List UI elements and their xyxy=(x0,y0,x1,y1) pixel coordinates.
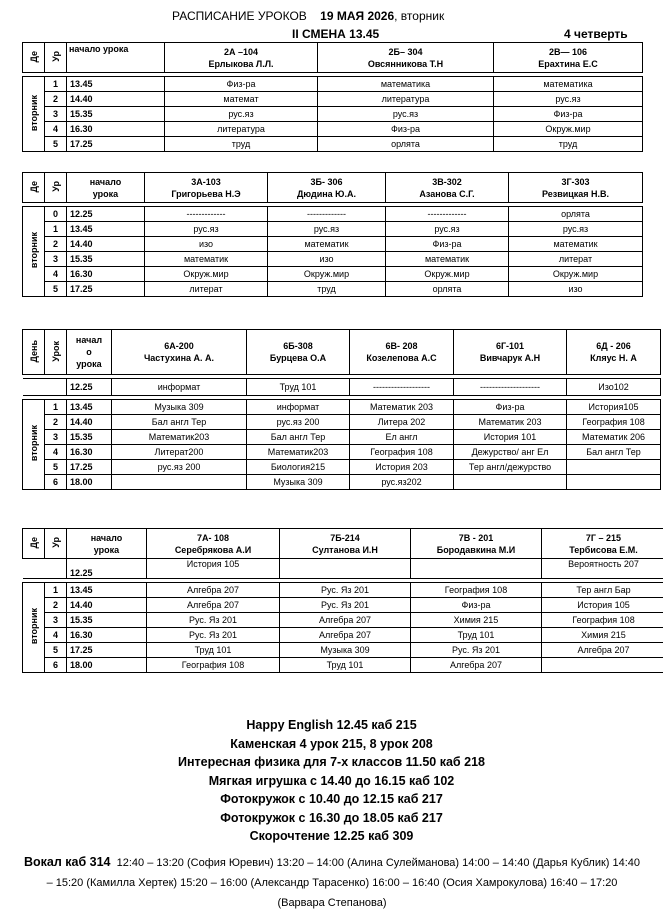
col-time-header: начало урока xyxy=(67,43,165,73)
lesson-cell: Литерат200 xyxy=(112,445,247,460)
lesson-cell: География 108 xyxy=(542,613,663,628)
note-line: Каменская 4 урок 215, 8 урок 208 xyxy=(230,736,433,751)
time-cell: 13.45 xyxy=(67,400,112,415)
time-cell: 17.25 xyxy=(67,643,147,658)
vocal-text: 12:40 – 13:20 (София Юревич) 13:20 – 14:00 (Алина Сулейманова) 14:00 – 14:40 (Дарья Кублик) 14:40 – 15:20 (Камилла Хертек) 15:20 – 16:00 (Александр Тарасенко) 16:00 – 16:40 (Осия Хамрокулова) 16:40 – 17:20 (Варвара Степанова) xyxy=(46,857,641,909)
time-cell: 16.30 xyxy=(67,267,145,282)
time-cell: 14.40 xyxy=(67,237,145,252)
lesson-number: 2 xyxy=(45,598,67,613)
note-line: Мягкая игрушка с 14.40 до 16.15 каб 102 xyxy=(208,773,455,788)
col-time-header: начал о урока xyxy=(67,330,112,375)
lesson-cell: Тер англ Бар xyxy=(542,583,663,598)
weekday-text: , вторник xyxy=(394,9,445,23)
lesson-cell: рус.яз xyxy=(145,222,268,237)
lesson-cell: орлята xyxy=(386,282,509,297)
lesson-cell: Труд 101 xyxy=(411,628,542,643)
lesson-cell: Дежурство/ анг Ел xyxy=(454,445,567,460)
lesson-cell: История 203 xyxy=(350,460,454,475)
lesson-cell: Математик203 xyxy=(112,430,247,445)
note-line: Фотокружок с 10.40 до 12.15 каб 217 xyxy=(220,792,443,806)
lesson-cell xyxy=(411,559,542,579)
time-cell: 12.25 xyxy=(67,207,145,222)
time-cell: 15.35 xyxy=(67,430,112,445)
col-lesson-header: Ур xyxy=(45,43,67,73)
lesson-cell: -------------------- xyxy=(454,379,567,396)
table-row xyxy=(23,77,643,92)
time-cell: 13.45 xyxy=(67,583,147,598)
schedule-table-grade-2 xyxy=(22,42,643,152)
lesson-cell: математика xyxy=(318,77,494,92)
lesson-cell: Физ-ра xyxy=(494,107,643,122)
schedule-table-grade-6 xyxy=(22,329,661,490)
lesson-number: 1 xyxy=(45,77,67,92)
page-title xyxy=(172,9,444,23)
lesson-number: 4 xyxy=(45,122,67,137)
lesson-cell: труд xyxy=(165,137,318,152)
lesson-cell: Окруж.мир xyxy=(509,267,643,282)
table-header-row xyxy=(23,330,661,375)
lesson-number: 3 xyxy=(45,613,67,628)
vocal-schedule xyxy=(22,852,642,913)
lesson-cell: литерат xyxy=(509,252,643,267)
time-cell: 13.45 xyxy=(67,222,145,237)
lesson-cell: Физ-ра xyxy=(411,598,542,613)
col-day-header: Де xyxy=(23,43,45,73)
table-row xyxy=(23,445,661,460)
lesson-cell: Рус. Яз 201 xyxy=(280,583,411,598)
lesson-cell xyxy=(112,475,247,490)
shift-text: II СМЕНА 13.45 xyxy=(292,27,380,41)
col-lesson-header: Ур xyxy=(45,529,67,559)
table-row xyxy=(23,400,661,415)
lesson-number: 3 xyxy=(45,107,67,122)
lesson-cell: орлята xyxy=(509,207,643,222)
lesson-cell: Химия 215 xyxy=(542,628,663,643)
table-row xyxy=(23,207,643,222)
table-row xyxy=(23,282,643,297)
lesson-cell: Математик 203 xyxy=(454,415,567,430)
table-row xyxy=(23,122,643,137)
lesson-cell: Рус. Яз 201 xyxy=(147,613,280,628)
class-header: 3А-103 Григорьева Н.Э xyxy=(145,173,268,203)
class-header: 6Г-101 Вивчарук А.Н xyxy=(454,330,567,375)
time-cell: 16.30 xyxy=(67,122,165,137)
table-row xyxy=(23,107,643,122)
lesson-cell: литература xyxy=(318,92,494,107)
note-line: Интересная физика для 7-х классов 11.50 каб 218 xyxy=(178,755,485,769)
lesson-cell: ------------- xyxy=(268,207,386,222)
lesson-number: 2 xyxy=(45,415,67,430)
lesson-cell: Окруж.мир xyxy=(145,267,268,282)
lesson-cell: информат xyxy=(247,400,350,415)
lesson-cell: Химия 215 xyxy=(411,613,542,628)
table-row xyxy=(23,559,663,579)
table-row xyxy=(23,430,661,445)
lesson-number: 5 xyxy=(45,460,67,475)
lesson-cell xyxy=(280,559,411,579)
lesson-cell: История 101 xyxy=(454,430,567,445)
lesson-cell: Физ-ра xyxy=(386,237,509,252)
lesson-number: 4 xyxy=(45,267,67,282)
lesson-cell: Труд 101 xyxy=(247,379,350,396)
table-row xyxy=(23,643,663,658)
time-cell: 16.30 xyxy=(67,445,112,460)
day-cell: вторник xyxy=(23,207,45,297)
lesson-cell: Музыка 309 xyxy=(112,400,247,415)
time-cell: 15.35 xyxy=(67,613,147,628)
time-cell: 15.35 xyxy=(67,252,145,267)
time-cell: 18.00 xyxy=(67,475,112,490)
lesson-cell: математик xyxy=(268,237,386,252)
lesson-cell: Окруж.мир xyxy=(268,267,386,282)
class-header: 7Б-214 Султанова И.Н xyxy=(280,529,411,559)
lesson-cell: ------------- xyxy=(386,207,509,222)
lesson-number: 1 xyxy=(45,400,67,415)
time-cell: 12.25 xyxy=(67,379,112,396)
class-header: 7А- 108 Серебрякова А.И xyxy=(147,529,280,559)
table-row xyxy=(23,252,643,267)
lesson-cell: Ел англ xyxy=(350,430,454,445)
lesson-cell: Алгебра 207 xyxy=(542,643,663,658)
lesson-cell: Бал англ Тер xyxy=(247,430,350,445)
lesson-cell: Музыка 309 xyxy=(280,643,411,658)
time-cell: 13.45 xyxy=(67,77,165,92)
lesson-cell: информат xyxy=(112,379,247,396)
class-header: 3Г-303 Резвицкая Н.В. xyxy=(509,173,643,203)
lesson-cell: Физ-ра xyxy=(454,400,567,415)
day-cell: вторник xyxy=(23,77,45,152)
time-cell: 18.00 xyxy=(67,658,147,673)
lesson-cell: Бал англ Тер xyxy=(112,415,247,430)
time-cell: 14.40 xyxy=(67,415,112,430)
lesson-cell: математик xyxy=(386,252,509,267)
time-cell: 14.40 xyxy=(67,92,165,107)
lesson-cell xyxy=(454,475,567,490)
lesson-cell: География 108 xyxy=(567,415,661,430)
lesson-cell: Рус. Яз 201 xyxy=(411,643,542,658)
table-row xyxy=(23,583,663,598)
table-row xyxy=(23,137,643,152)
day-cell: вторник xyxy=(23,400,45,490)
time-cell: 16.30 xyxy=(67,628,147,643)
lesson-number: 3 xyxy=(45,430,67,445)
lesson-cell: География 108 xyxy=(147,658,280,673)
table-row xyxy=(23,475,661,490)
class-header: 3В-302 Азанова С.Г. xyxy=(386,173,509,203)
lesson-cell: орлята xyxy=(318,137,494,152)
activities-notes xyxy=(0,716,663,846)
table-row xyxy=(23,267,643,282)
lesson-cell: Физ-ра xyxy=(318,122,494,137)
lesson-cell: рус.яз xyxy=(494,92,643,107)
note-line: Скорочтение 12.25 каб 309 xyxy=(249,829,414,843)
lesson-cell: История 105 xyxy=(542,598,663,613)
lesson-cell: Окруж.мир xyxy=(494,122,643,137)
table-row xyxy=(23,415,661,430)
lesson-cell: труд xyxy=(268,282,386,297)
table-row xyxy=(23,460,661,475)
lesson-cell: литература xyxy=(165,122,318,137)
lesson-cell: Рус. Яз 201 xyxy=(280,598,411,613)
table-row xyxy=(23,628,663,643)
day-cell: вторник xyxy=(23,583,45,673)
class-header: 3Б- 306 Дюдина Ю.А. xyxy=(268,173,386,203)
schedule-table-grade-7 xyxy=(22,528,663,673)
schedule-table-grade-3 xyxy=(22,172,643,297)
time-cell: 17.25 xyxy=(67,282,145,297)
lesson-cell: рус.яз 200 xyxy=(112,460,247,475)
table-row xyxy=(23,613,663,628)
note-line: Happy English 12.45 каб 215 xyxy=(246,718,417,732)
lesson-number: 2 xyxy=(45,237,67,252)
table-row xyxy=(23,237,643,252)
class-header: 6Б-308 Бурцева О.А xyxy=(247,330,350,375)
lesson-cell: Вероятность 207 xyxy=(542,559,663,579)
lesson-cell: изо xyxy=(145,237,268,252)
lesson-number: 0 xyxy=(45,207,67,222)
lesson-number: 5 xyxy=(45,137,67,152)
lesson-cell: Изо102 xyxy=(567,379,661,396)
col-day-header: Де xyxy=(23,173,45,203)
class-header: 6Д - 206 Кляус Н. А xyxy=(567,330,661,375)
lesson-cell: рус.яз202 xyxy=(350,475,454,490)
lesson-number: 6 xyxy=(45,658,67,673)
lesson-cell: История 105 xyxy=(147,559,280,579)
lesson-number: 3 xyxy=(45,252,67,267)
lesson-number: 6 xyxy=(45,475,67,490)
table-row xyxy=(23,92,643,107)
col-time-header: начало урока xyxy=(67,529,147,559)
quarter-label xyxy=(564,27,628,41)
col-lesson-header: Урок xyxy=(45,330,67,375)
lesson-cell: Алгебра 207 xyxy=(280,628,411,643)
lesson-cell: Труд 101 xyxy=(280,658,411,673)
lesson-number: 4 xyxy=(45,445,67,460)
table-row xyxy=(23,222,643,237)
lesson-cell: История105 xyxy=(567,400,661,415)
class-header: 2В— 106 Ерахтина Е.С xyxy=(494,43,643,73)
lesson-cell: География 108 xyxy=(411,583,542,598)
time-cell: 15.35 xyxy=(67,107,165,122)
date-text: 19 МАЯ 2026 xyxy=(320,9,395,23)
lesson-cell: Математик 203 xyxy=(350,400,454,415)
lesson-cell: Алгебра 207 xyxy=(280,613,411,628)
lesson-cell: Алгебра 207 xyxy=(411,658,542,673)
lesson-cell: Тер англ/дежурство xyxy=(454,460,567,475)
lesson-cell: рус.яз xyxy=(386,222,509,237)
lesson-cell: Физ-ра xyxy=(165,77,318,92)
lesson-cell: изо xyxy=(509,282,643,297)
lesson-cell: Рус. Яз 201 xyxy=(147,628,280,643)
lesson-cell: Литера 202 xyxy=(350,415,454,430)
lesson-cell: Труд 101 xyxy=(147,643,280,658)
lesson-cell: Биология215 xyxy=(247,460,350,475)
lesson-cell: Математик 206 xyxy=(567,430,661,445)
table-header-row xyxy=(23,43,643,73)
table-row xyxy=(23,658,663,673)
lesson-cell xyxy=(567,460,661,475)
col-day-header: День xyxy=(23,330,45,375)
class-header: 6А-200 Частухина А. А. xyxy=(112,330,247,375)
lesson-number: 1 xyxy=(45,583,67,598)
class-header: 6В- 208 Козелепова А.С xyxy=(350,330,454,375)
lesson-number: 5 xyxy=(45,282,67,297)
table-row xyxy=(23,379,661,396)
lesson-cell: изо xyxy=(268,252,386,267)
lesson-cell: рус.яз xyxy=(318,107,494,122)
time-cell: 17.25 xyxy=(67,137,165,152)
col-time-header: начало урока xyxy=(67,173,145,203)
table-row xyxy=(23,598,663,613)
table-header-row xyxy=(23,173,643,203)
quarter-text: 4 четверть xyxy=(564,27,628,41)
class-header: 2Б– 304 Овсянникова Т.Н xyxy=(318,43,494,73)
lesson-cell: математ xyxy=(165,92,318,107)
lesson-number: 4 xyxy=(45,628,67,643)
lesson-cell: математик xyxy=(509,237,643,252)
lesson-cell: Алгебра 207 xyxy=(147,598,280,613)
lesson-cell: ------------- xyxy=(145,207,268,222)
col-lesson-header: Ур xyxy=(45,173,67,203)
lesson-cell: математик xyxy=(145,252,268,267)
lesson-cell: рус.яз 200 xyxy=(247,415,350,430)
lesson-number: 5 xyxy=(45,643,67,658)
time-cell: 17.25 xyxy=(67,460,112,475)
lesson-cell: литерат xyxy=(145,282,268,297)
vocal-title: Вокал каб 314 xyxy=(23,855,111,869)
lesson-cell: Математик203 xyxy=(247,445,350,460)
lesson-cell: математика xyxy=(494,77,643,92)
lesson-cell: Музыка 309 xyxy=(247,475,350,490)
lesson-cell: рус.яз xyxy=(268,222,386,237)
lesson-cell: рус.яз xyxy=(165,107,318,122)
lesson-cell: География 108 xyxy=(350,445,454,460)
time-cell: 12.25 xyxy=(67,559,147,579)
lesson-cell: Бал англ Тер xyxy=(567,445,661,460)
class-header: 7В - 201 Бородавкина М.И xyxy=(411,529,542,559)
time-cell: 14.40 xyxy=(67,598,147,613)
lesson-cell: труд xyxy=(494,137,643,152)
lesson-number: 1 xyxy=(45,222,67,237)
lesson-cell: Окруж.мир xyxy=(386,267,509,282)
lesson-cell xyxy=(542,658,663,673)
class-header: 2А –104 Ерлыкова Л.Л. xyxy=(165,43,318,73)
lesson-cell: ------------------- xyxy=(350,379,454,396)
shift-label xyxy=(292,27,379,41)
note-line: Фотокружок с 16.30 до 18.05 каб 217 xyxy=(220,810,443,825)
table-header-row xyxy=(23,529,663,559)
col-day-header: Де xyxy=(23,529,45,559)
lesson-cell xyxy=(567,475,661,490)
lesson-cell: Алгебра 207 xyxy=(147,583,280,598)
lesson-number: 2 xyxy=(45,92,67,107)
title-text: РАСПИСАНИЕ УРОКОВ xyxy=(172,9,307,23)
lesson-cell: рус.яз xyxy=(509,222,643,237)
class-header: 7Г – 215 Тербисова Е.М. xyxy=(542,529,663,559)
